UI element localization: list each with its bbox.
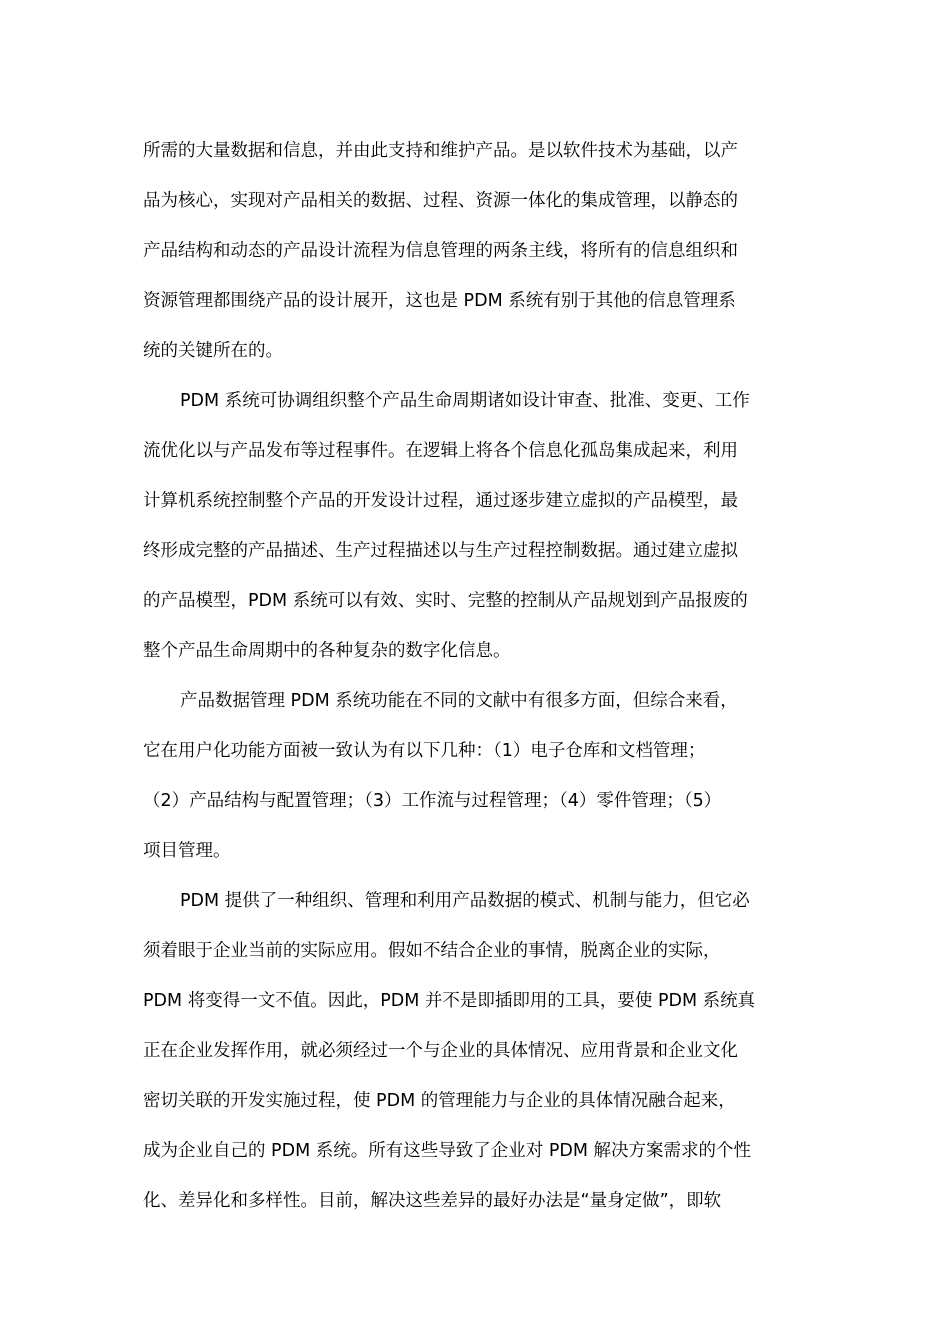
- text-line: 项目管理。: [143, 841, 231, 861]
- text-line: 成为企业自己的 PDM 系统。所有这些导致了企业对 PDM 解决方案需求的个性: [143, 1141, 752, 1161]
- text-line: 终形成完整的产品描述、生产过程描述以与生产过程控制数据。通过建立虚拟: [143, 541, 738, 561]
- text-line: 流优化以与产品发布等过程事件。在逻辑上将各个信息化孤岛集成起来，利用: [143, 441, 738, 461]
- text-line: 统的关键所在的。: [143, 341, 283, 361]
- text-line: 整个产品生命周期中的各种复杂的数字化信息。: [143, 641, 511, 661]
- text-line: 须着眼于企业当前的实际应用。假如不结合企业的事情，脱离企业的实际，: [143, 941, 721, 961]
- text-line: 资源管理都围绕产品的设计展开，这也是 PDM 系统有别于其他的信息管理系: [143, 291, 736, 311]
- body-text: [143, 126, 823, 1226]
- text-line: 计算机系统控制整个产品的开发设计过程，通过逐步建立虚拟的产品模型，最: [143, 491, 738, 511]
- text-line: （2）产品结构与配置管理；（3）工作流与过程管理；（4）零件管理；（5）: [143, 791, 722, 811]
- text-line: PDM 将变得一文不值。因此，PDM 并不是即插即用的工具，要使 PDM 系统真: [143, 991, 756, 1011]
- paragraph-start-line: PDM 系统可协调组织整个产品生命周期诸如设计审查、批准、变更、工作: [180, 391, 750, 411]
- paragraph-start-line: 产品数据管理 PDM 系统功能在不同的文献中有很多方面，但综合来看，: [180, 691, 738, 711]
- text-line: 化、差异化和多样性。目前，解决这些差异的最好办法是“量身定做”，即软: [143, 1191, 722, 1211]
- text-line: 所需的大量数据和信息，并由此支持和维护产品。是以软件技术为基础，以产: [143, 141, 738, 161]
- text-line: 它在用户化功能方面被一致认为有以下几种：（1）电子仓库和文档管理；: [143, 741, 706, 761]
- text-line: 正在企业发挥作用，就必须经过一个与企业的具体情况、应用背景和企业文化: [143, 1041, 738, 1061]
- text-line: 的产品模型，PDM 系统可以有效、实时、完整的控制从产品规划到产品报废的: [143, 591, 748, 611]
- text-line: 密切关联的开发实施过程，使 PDM 的管理能力与企业的具体情况融合起来，: [143, 1091, 736, 1111]
- paragraph-start-line: PDM 提供了一种组织、管理和利用产品数据的模式、机制与能力，但它必: [180, 891, 750, 911]
- text-line: 产品结构和动态的产品设计流程为信息管理的两条主线，将所有的信息组织和: [143, 241, 738, 261]
- text-line: 品为核心，实现对产品相关的数据、过程、资源一体化的集成管理，以静态的: [143, 191, 738, 211]
